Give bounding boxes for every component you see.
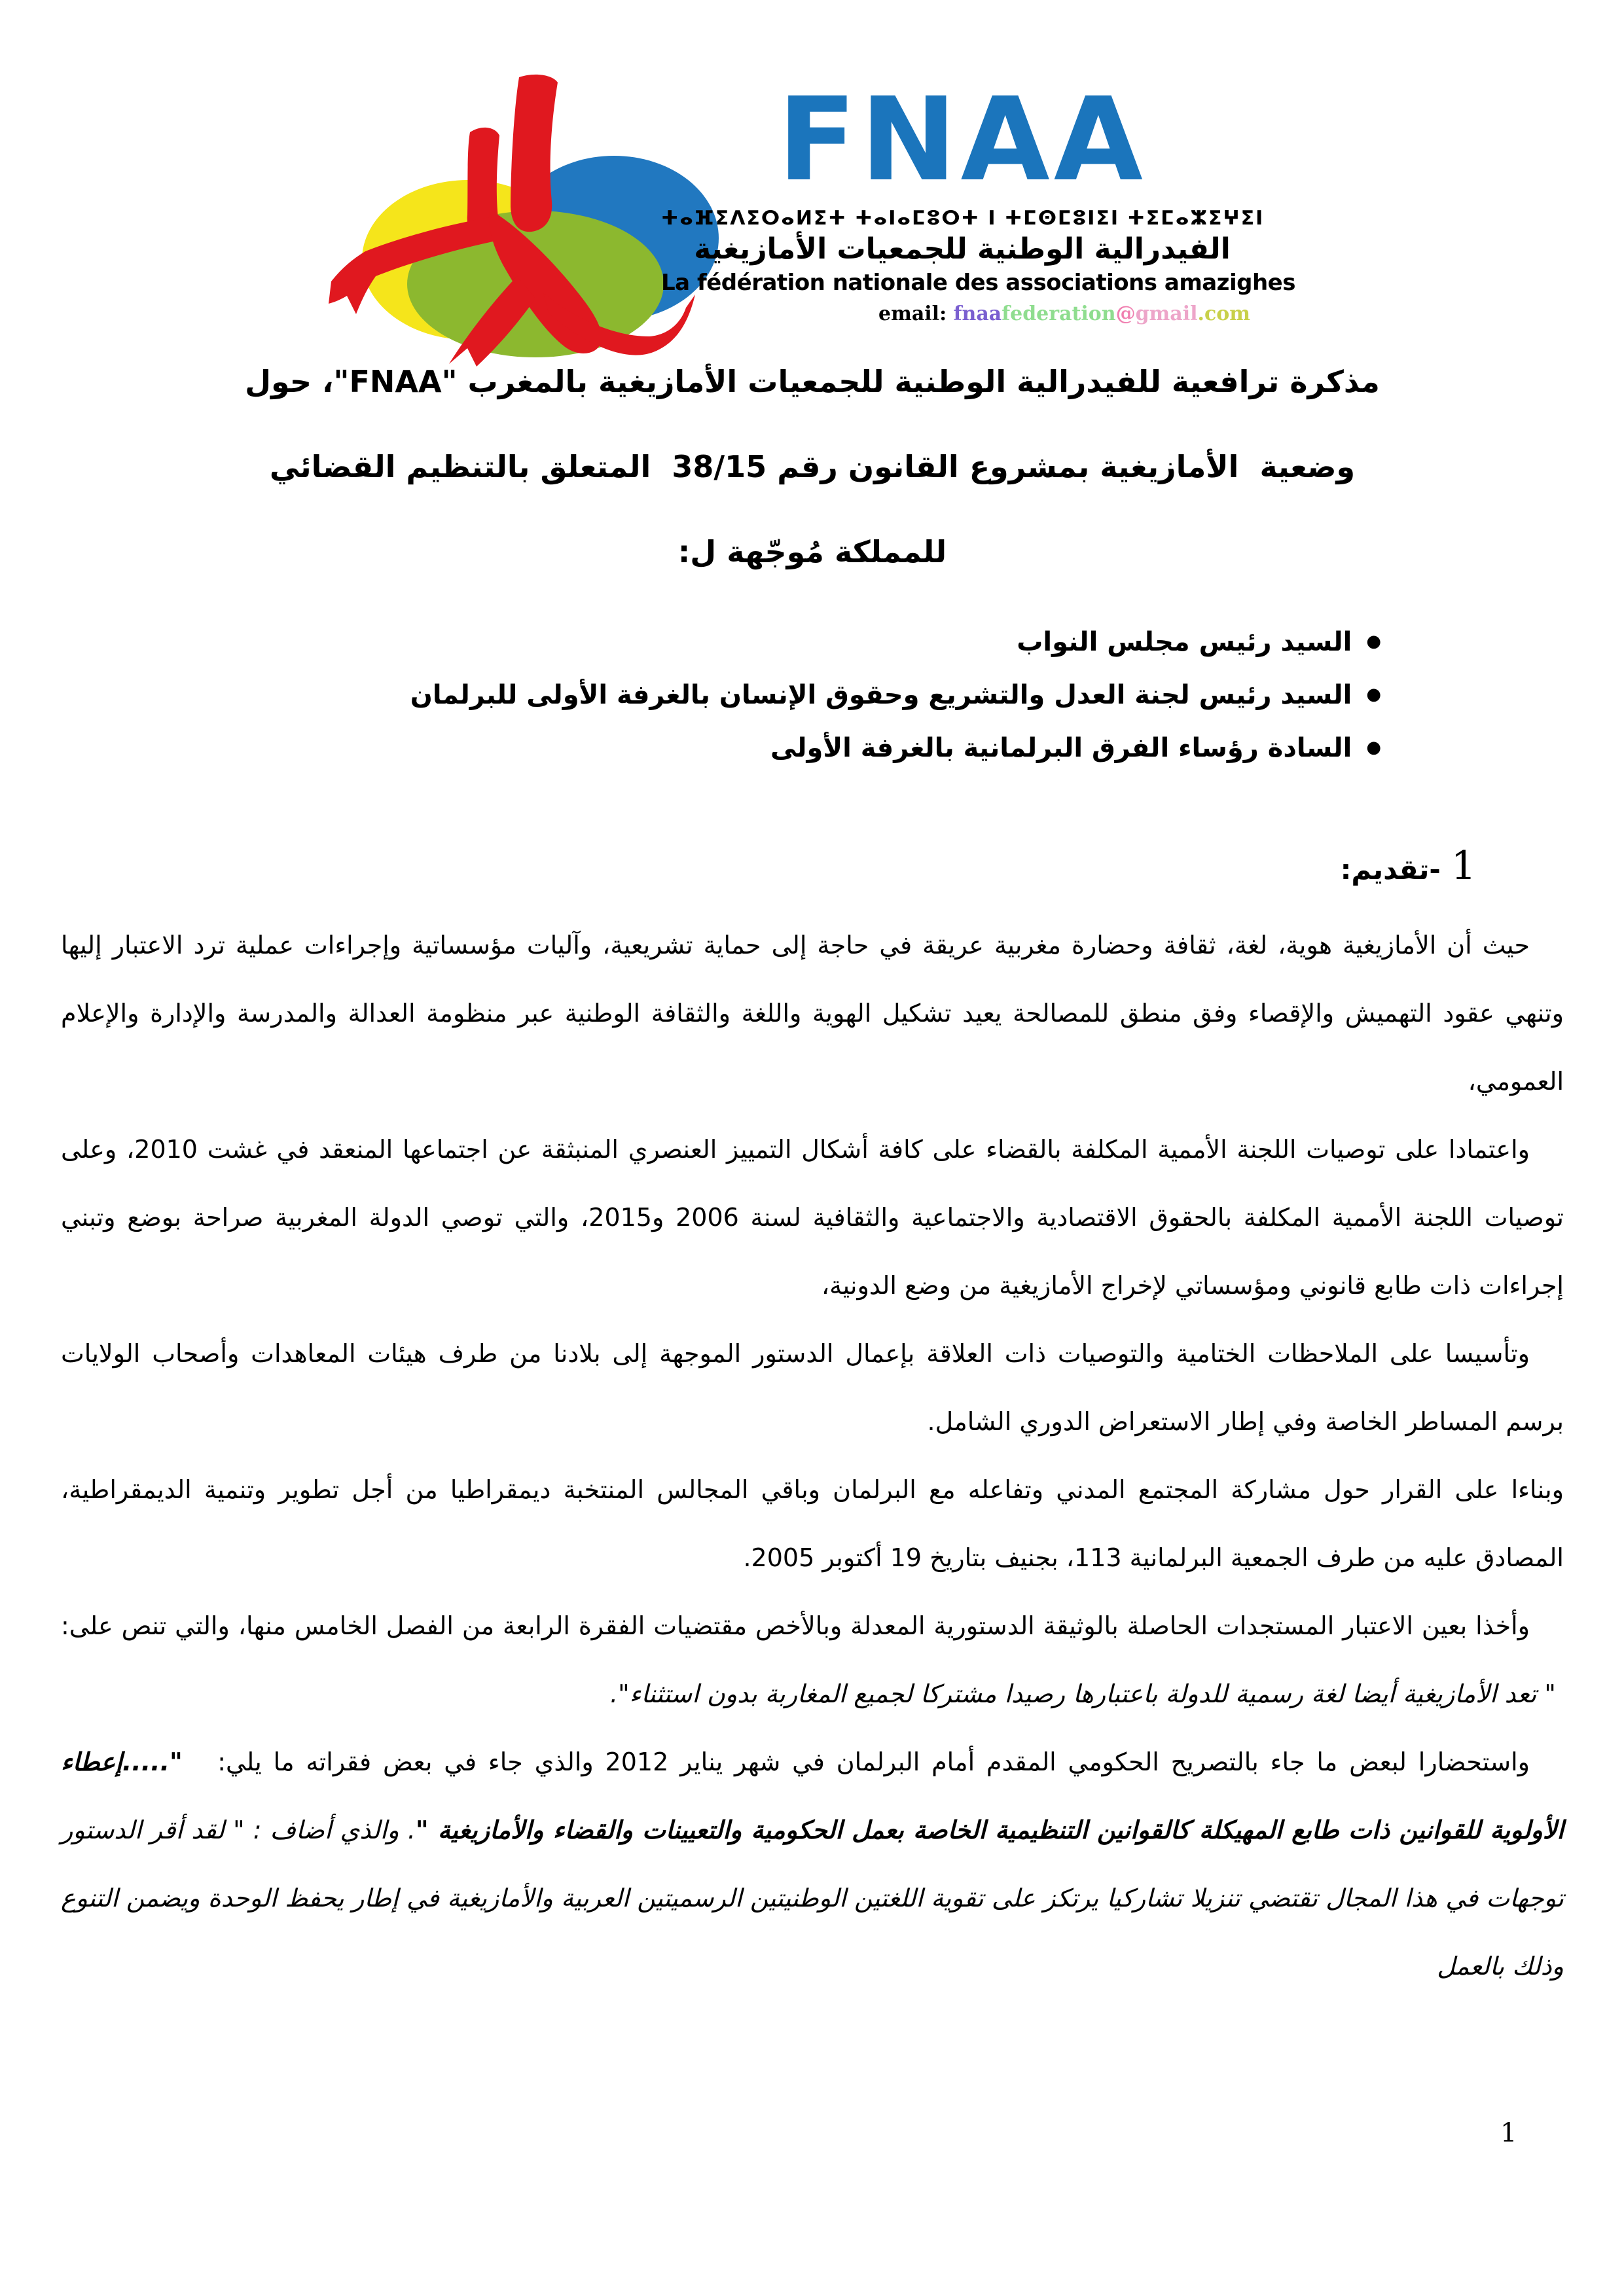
bullet-dot-icon: ● <box>1366 632 1381 651</box>
page-number: 1 <box>1500 2118 1517 2148</box>
tifinagh-name: ⵜⴰⴼⵉⴷⵉⵔⴰⵍⵉⵜ ⵜⴰⵏⴰⵎⵓⵔⵜ ⵏ ⵜⵎⵙⵎⵓⵏⵉⵏ ⵜⵉⵎⴰⵣⵉⵖⵉⵏ <box>661 207 1265 230</box>
list-item <box>410 615 1381 668</box>
logo-text-block <box>661 73 1295 325</box>
recipient-label: السادة رؤساء الفرق البرلمانية بالغرفة الأولى <box>770 733 1352 763</box>
list-item <box>410 668 1381 721</box>
arabic-federation-name: الفيدرالية الوطنية للجمعيات الأمازيغية <box>694 232 1231 266</box>
email-label: email: <box>878 302 947 325</box>
recipients-list <box>410 615 1381 774</box>
paragraph-5-text: وأخذا بعين الاعتبار المستجدات الحاصلة بالوثيقة الدستورية المعدلة وبالأخص مقتضيات الفقرة الرابعة من الفصل الخامس منها، والتي تنص على: <box>61 1611 1564 1708</box>
recipient-label: السيد رئيس لجنة العدل والتشريع وحقوق الإنسان بالغرفة الأولى للبرلمان <box>410 680 1352 710</box>
email-federation: federation <box>1001 302 1116 325</box>
section-label: -تقديم: <box>1340 853 1441 886</box>
paragraph-2: واعتمادا على توصيات اللجنة الأممية المكلفة بالقضاء على كافة أشكال التمييز العنصري المنبثقة عن اجتماعها المنعقد في غشت 2010، وعلى توصيات اللجنة الأممية المكلفة بالحقوق الاقتصادية والاجتماعية والثقافية لسنة 2006 و2015، والتي توصي الدولة المغربية صراحة بوضع وتبني إجراءات ذات طابع قانوني ومؤسساتي لإخراج الأمازيغية من وضع الدونية، <box>61 1135 1564 1300</box>
paragraph-6-connector: . والذي أضاف : <box>244 1816 416 1844</box>
list-item <box>410 721 1381 774</box>
government-statement-quote-2: " لقد أقر الدستور توجهات في هذا المجال تقتضي تنزيلا تشاركيا يرتكز على تقوية اللغتين الوطنيتين الرسميتين العربية والأمازيغية في إطار يحفظ الوحدة ويضمن التنوع وذلك بالعمل <box>61 1816 1564 1981</box>
email-user: fnaa <box>953 302 1002 325</box>
document-title <box>61 339 1564 594</box>
email-gmail: gmail <box>1135 302 1198 325</box>
french-federation-name: La fédération nationale des associations amazighes <box>661 270 1295 296</box>
email-line <box>661 302 1263 325</box>
paragraph-5 <box>61 1592 1564 1728</box>
bullet-dot-icon: ● <box>1366 685 1381 704</box>
government-statement-quote: ".....إعطاء الأولوية للقوانين ذات طابع المهيكلة كالقوانين التنظيمية الخاصة بعمل الحكومية والتعيينات والقضاء والأمازيغية " <box>61 1748 1564 1844</box>
fnaa-acronym: FNAA <box>778 73 1147 207</box>
paragraph-4: وبناءا على القرار حول مشاركة المجتمع المدني وتفاعله مع البرلمان وباقي المجالس المنتخبة ديمقراطيا من أجل تطوير وتنمية الديمقراطية، المصادق عليه من طرف الجمعية البرلمانية 113، بجنيف بتاريخ 19 أكتوبر 2005. <box>61 1475 1564 1572</box>
email-dot-com: .com <box>1197 302 1250 325</box>
paragraph-3: وتأسيسا على الملاحظات الختامية والتوصيات ذات العلاقة بإعمال الدستور الموجهة إلى بلادنا من طرف هيئات المعاهدات وأصحاب الولايات برسم المساطر الخاصة وفي إطار الاستعراض الدوري الشامل. <box>61 1339 1564 1436</box>
paragraph-6 <box>61 1728 1564 2000</box>
recipient-label: السيد رئيس مجلس النواب <box>1017 627 1352 657</box>
constitution-quote: " تعد الأمازيغية أيضا لغة رسمية للدولة باعتبارها رصيدا مشتركا لجميع المغاربة بدون استثناء". <box>610 1679 1556 1708</box>
document-title-line3: للمملكة مُوجّهة ل: <box>677 534 947 569</box>
paragraph-1: حيث أن الأمازيغية هوية، لغة، ثقافة وحضارة مغربية عريقة في حاجة إلى حماية تشريعية، وآليات مؤسساتية وإجراءات عملية ترد الاعتبار إليها وتنهي عقود التهميش والإقصاء وفق منطق للمصالحة يعيد تشكيل الهوية واللغة والثقافة الوطنية عبر منظومة العدالة والمدرسة والإدارة والإعلام العمومي، <box>61 931 1564 1096</box>
paragraph-6-text: واستحضارا لبعض ما جاء بالتصريح الحكومي المقدم أمام البرلمان في شهر يناير 2012 والذي جاء في بعض فقراته ما يلي: <box>182 1748 1530 1776</box>
document-body <box>61 911 1564 2000</box>
document-title-line2: وضعية الأمازيغية بمشروع القانون رقم 38/15 المتعلق بالتنظيم القضائي <box>269 449 1356 484</box>
bullet-dot-icon: ● <box>1366 738 1381 757</box>
email-at-sign: @ <box>1115 302 1136 325</box>
section-number: 1 <box>1451 843 1476 889</box>
section-heading <box>1341 843 1476 889</box>
document-title-line1: مذكرة ترافعية للفيدرالية الوطنية للجمعيات الأمازيغية بالمغرب "FNAA"، حول <box>245 364 1380 399</box>
